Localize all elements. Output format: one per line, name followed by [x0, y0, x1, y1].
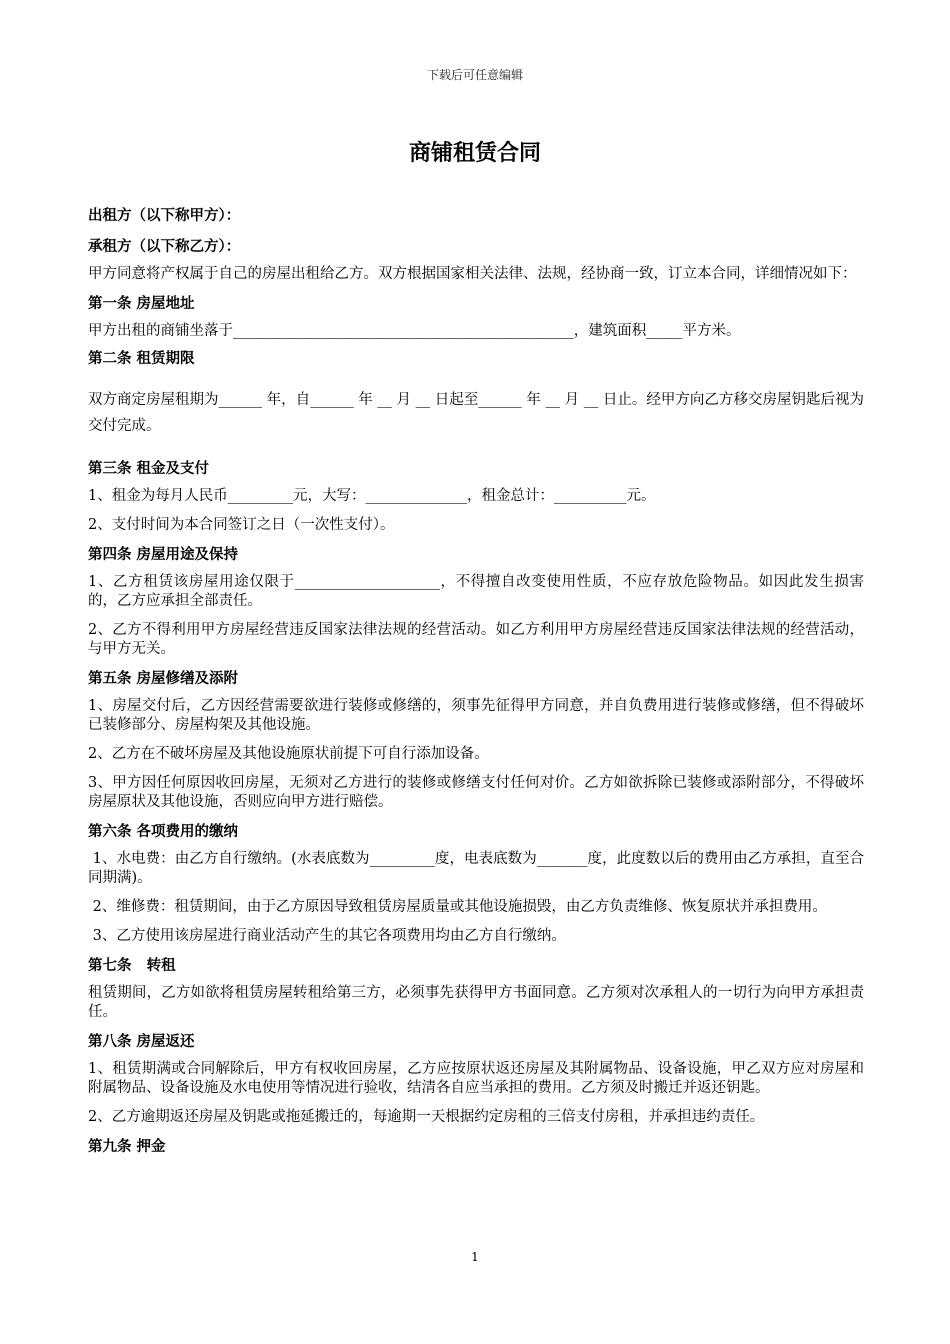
- article-5-heading: 第五条 房屋修缮及添附: [88, 671, 239, 687]
- article-6-item-1: 1、水电费：由乙方自行缴纳。(水表底数为_________度，电表底数为_______度，此度数以后的费用由乙方承担，直至合同期满)。: [88, 851, 864, 886]
- article-9-heading: 第九条 押金: [88, 1139, 166, 1155]
- lessee-line: 承租方（以下称乙方）：: [88, 239, 241, 255]
- article-5-item-2: 2、乙方在不破坏房屋及其他设施原状前提下可自行添加设备。: [88, 746, 489, 762]
- article-6-item-2: 2、维修费：租赁期间，由于乙方原因导致租赁房屋质量或其他设施损毁，由乙方负责维修、恢复原状并承担费用。: [88, 899, 827, 915]
- article-8-item-1: 1、租赁期满或合同解除后，甲方有权收回房屋，乙方应按原状返还房屋及其附属物品、设备设施，甲乙双方应对房屋和附属物品、设备设施及水电使用等情况进行验收，结清各自应当承担的费用。乙方须及时搬迁并返还钥匙。: [88, 1061, 864, 1096]
- article-1-text-a: 甲方出租的商铺坐落于: [88, 323, 233, 339]
- area-blank: _____: [646, 323, 683, 339]
- article-8-heading: 第八条 房屋返还: [88, 1034, 195, 1050]
- article-6-heading: 第六条 各项费用的缴纳: [88, 824, 239, 840]
- article-7-heading: 第七条 转租: [88, 958, 176, 974]
- article-1-text-b: ，建筑面积: [573, 323, 647, 339]
- page-header: 下载后可任意编辑: [426, 68, 523, 82]
- article-5-item-3: 3、甲方因任何原因收回房屋，无须对乙方进行的装修或修缮支付任何对价。乙方如欲拆除已装修或添附部分，不得破坏房屋原状及其他设施，否则应向甲方进行赔偿。: [88, 775, 864, 810]
- article-3-item-2: 2、支付时间为本合同签订之日（一次性支付）。: [88, 517, 395, 533]
- lessor-line: 出租方（以下称甲方）：: [88, 208, 241, 224]
- article-4-heading: 第四条 房屋用途及保持: [88, 547, 239, 563]
- article-1-text: [88, 322, 864, 341]
- article-5-item-1: 1、房屋交付后，乙方因经营需要欲进行装修或修缮的，须事先征得甲方同意，并自负费用进行装修或修缮，但不得破坏已装修部分、房屋构架及其他设施。: [88, 698, 864, 733]
- article-2-text: 双方商定房屋租期为______ 年，自______ 年 __ 月 __ 日起至______ 年 __ 月 __ 日止。经甲方向乙方移交房屋钥匙后视为交付完成。: [88, 392, 864, 434]
- article-1-heading: 第一条 房屋地址: [88, 296, 195, 312]
- article-6-item-3: 3、乙方使用该房屋进行商业活动产生的其它各项费用均由乙方自行缴纳。: [88, 928, 566, 944]
- article-8-item-2: 2、乙方逾期返还房屋及钥匙或拖延搬迁的，每逾期一天根据约定房租的三倍支付房租，并承担违约责任。: [88, 1109, 765, 1125]
- article-4-item-2: 2、乙方不得利用甲方房屋经营违反国家法律法规的经营活动。如乙方利用甲方房屋经营违反国家法律法规的经营活动，与甲方无关。: [88, 622, 864, 657]
- address-blank: _______________________________________________: [233, 323, 574, 339]
- article-3-item-1: 1、租金为每月人民币_________元，大写：______________，租金总计：__________元。: [88, 488, 656, 504]
- article-4-item-1: 1、乙方租赁该房屋用途仅限于____________________，不得擅自改变使用性质，不应存放危险物品。如因此发生损害的，乙方应承担全部责任。: [88, 574, 864, 609]
- page-number: 1: [471, 1250, 479, 1264]
- intro-paragraph: 甲方同意将产权属于自己的房屋出租给乙方。双方根据国家相关法律、法规，经协商一致，订立本合同，详细情况如下：: [88, 266, 857, 282]
- document-body: [88, 206, 864, 1165]
- document-title: 商铺租赁合同: [408, 141, 541, 166]
- article-7-text: 租赁期间，乙方如欲将租赁房屋转租给第三方，必须事先获得甲方书面同意。乙方须对次承租人的一切行为向甲方承担责任。: [88, 985, 864, 1020]
- article-1-text-c: 平方米。: [682, 323, 741, 339]
- article-3-heading: 第三条 租金及支付: [88, 461, 210, 477]
- article-2-heading: 第二条 租赁期限: [88, 351, 195, 367]
